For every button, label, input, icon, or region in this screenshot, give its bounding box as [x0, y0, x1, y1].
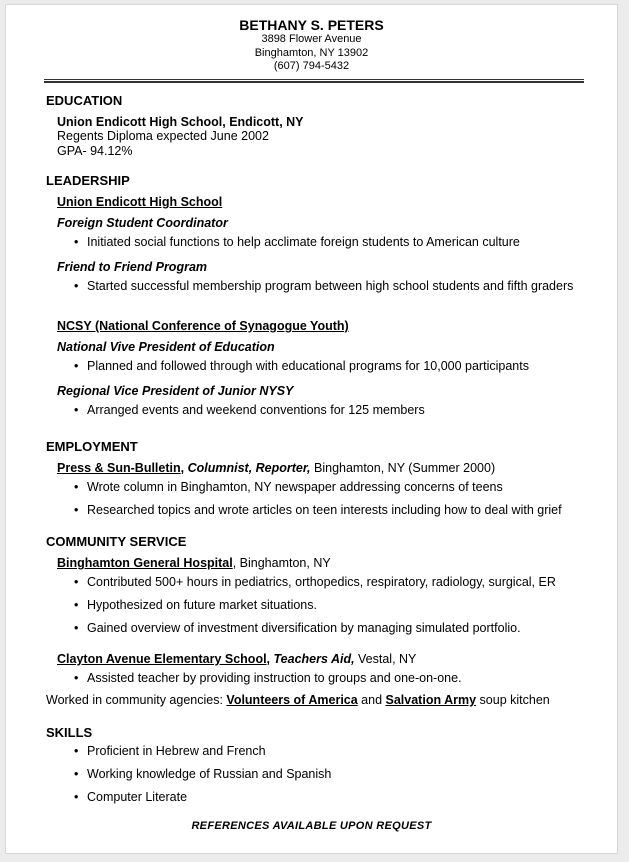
list-item: • Contributed 500+ hours in pediatrics, orthopedics, respiratory, radiology, surgical, ER [74, 575, 556, 589]
community-org-2-title: Teachers Aid, [273, 652, 355, 666]
bullet-text: Wrote column in Binghamton, NY newspaper addressing concerns of teens [87, 480, 503, 494]
leadership-role-1: Foreign Student Coordinator [57, 216, 228, 230]
community-org-2-location: Vestal, NY [354, 652, 417, 666]
education-heading: EDUCATION [46, 93, 123, 108]
references-footer: REFERENCES AVAILABLE UPON REQUEST [191, 820, 432, 832]
leadership-role-2: Friend to Friend Program [57, 260, 208, 274]
education-gpa: GPA- 94.12% [57, 144, 133, 158]
job-title: Columnist, Reporter, [187, 461, 311, 475]
leadership-role-4: Regional Vice President of Junior NYSY [57, 384, 294, 398]
bullet-text: Arranged events and weekend conventions for 125 members [87, 403, 425, 417]
leadership-org-1: Union Endicott High School [57, 195, 223, 209]
header-divider-thick [44, 81, 584, 83]
bullet-text: Started successful membership program between high school students and fifth graders [87, 279, 574, 293]
leadership-role-3: National Vive President of Education [57, 340, 275, 354]
bullet-text: Researched topics and wrote articles on teen interests including how to deal with grief [87, 503, 562, 517]
community-org-2-separator: , [266, 652, 274, 666]
bullet-text: Proficient in Hebrew and French [87, 744, 266, 758]
community-entry-1 [57, 556, 331, 571]
phone-number: (607) 794-5432 [273, 60, 350, 72]
community-agencies [46, 693, 550, 708]
bullet-text: Assisted teacher by providing instruction to groups and one-on-one. [87, 671, 462, 685]
list-item: • Working knowledge of Russian and Spanish [74, 767, 332, 781]
bullet-text: Contributed 500+ hours in pediatrics, orthopedics, respiratory, radiology, surgical, ER [87, 575, 556, 589]
employer-name: Press & Sun-Bulletin [57, 461, 181, 475]
agencies-and: and [357, 693, 386, 707]
list-item: • Arranged events and weekend conventions for 125 members [74, 403, 425, 417]
skills-heading: SKILLS [46, 725, 93, 740]
education-school: Union Endicott High School, Endicott, NY [57, 115, 304, 129]
header-divider-thin [44, 79, 584, 80]
employment-heading: EMPLOYMENT [46, 439, 138, 454]
community-org-2: Clayton Avenue Elementary School [57, 652, 267, 666]
agency-1: Volunteers of America [226, 693, 358, 707]
list-item: • Initiated social functions to help acclimate foreign students to American culture [74, 235, 520, 249]
bullet-text: Computer Literate [87, 790, 188, 804]
bullet-text: Initiated social functions to help acclimate foreign students to American culture [87, 235, 520, 249]
street-address: 3898 Flower Avenue [261, 33, 362, 45]
agency-2: Salvation Army [385, 693, 477, 707]
applicant-name: BETHANY S. PETERS [239, 17, 384, 33]
city-address: Binghamton, NY 13902 [254, 46, 369, 59]
list-item: • Assisted teacher by providing instruction to groups and one-on-one. [74, 671, 462, 685]
community-org-1-location: , Binghamton, NY [232, 556, 331, 570]
list-item: • Proficient in Hebrew and French [74, 744, 266, 758]
community-heading: COMMUNITY SERVICE [46, 534, 187, 549]
community-entry-2 [57, 652, 416, 667]
employment-entry [57, 461, 495, 476]
leadership-org-2: NCSY (National Conference of Synagogue Youth) [57, 319, 349, 333]
list-item: • Computer Literate [74, 790, 188, 804]
job-location: Binghamton, NY (Summer 2000) [310, 461, 496, 475]
list-item: • Researched topics and wrote articles on teen interests including how to deal with grief [74, 503, 562, 517]
community-org-1: Binghamton General Hospital [57, 556, 233, 570]
leadership-heading: LEADERSHIP [46, 173, 130, 188]
employer-separator: , [180, 461, 188, 475]
education-diploma: Regents Diploma expected June 2002 [57, 129, 269, 143]
resume-header [6, 17, 617, 74]
list-item: • Planned and followed through with educational programs for 10,000 participants [74, 359, 529, 373]
bullet-text: Gained overview of investment diversification by managing simulated portfolio. [87, 621, 521, 635]
agencies-suffix: soup kitchen [476, 693, 550, 707]
list-item: • Started successful membership program between high school students and fifth graders [74, 279, 574, 293]
bullet-text: Working knowledge of Russian and Spanish [87, 767, 332, 781]
list-item: • Gained overview of investment diversification by managing simulated portfolio. [74, 621, 521, 635]
list-item: • Wrote column in Binghamton, NY newspaper addressing concerns of teens [74, 480, 503, 494]
bullet-text: Hypothesized on future market situations. [87, 598, 317, 612]
resume-page [5, 4, 618, 854]
list-item: • Hypothesized on future market situations. [74, 598, 317, 612]
bullet-text: Planned and followed through with educational programs for 10,000 participants [87, 359, 529, 373]
agencies-prefix: Worked in community agencies: [46, 693, 227, 707]
